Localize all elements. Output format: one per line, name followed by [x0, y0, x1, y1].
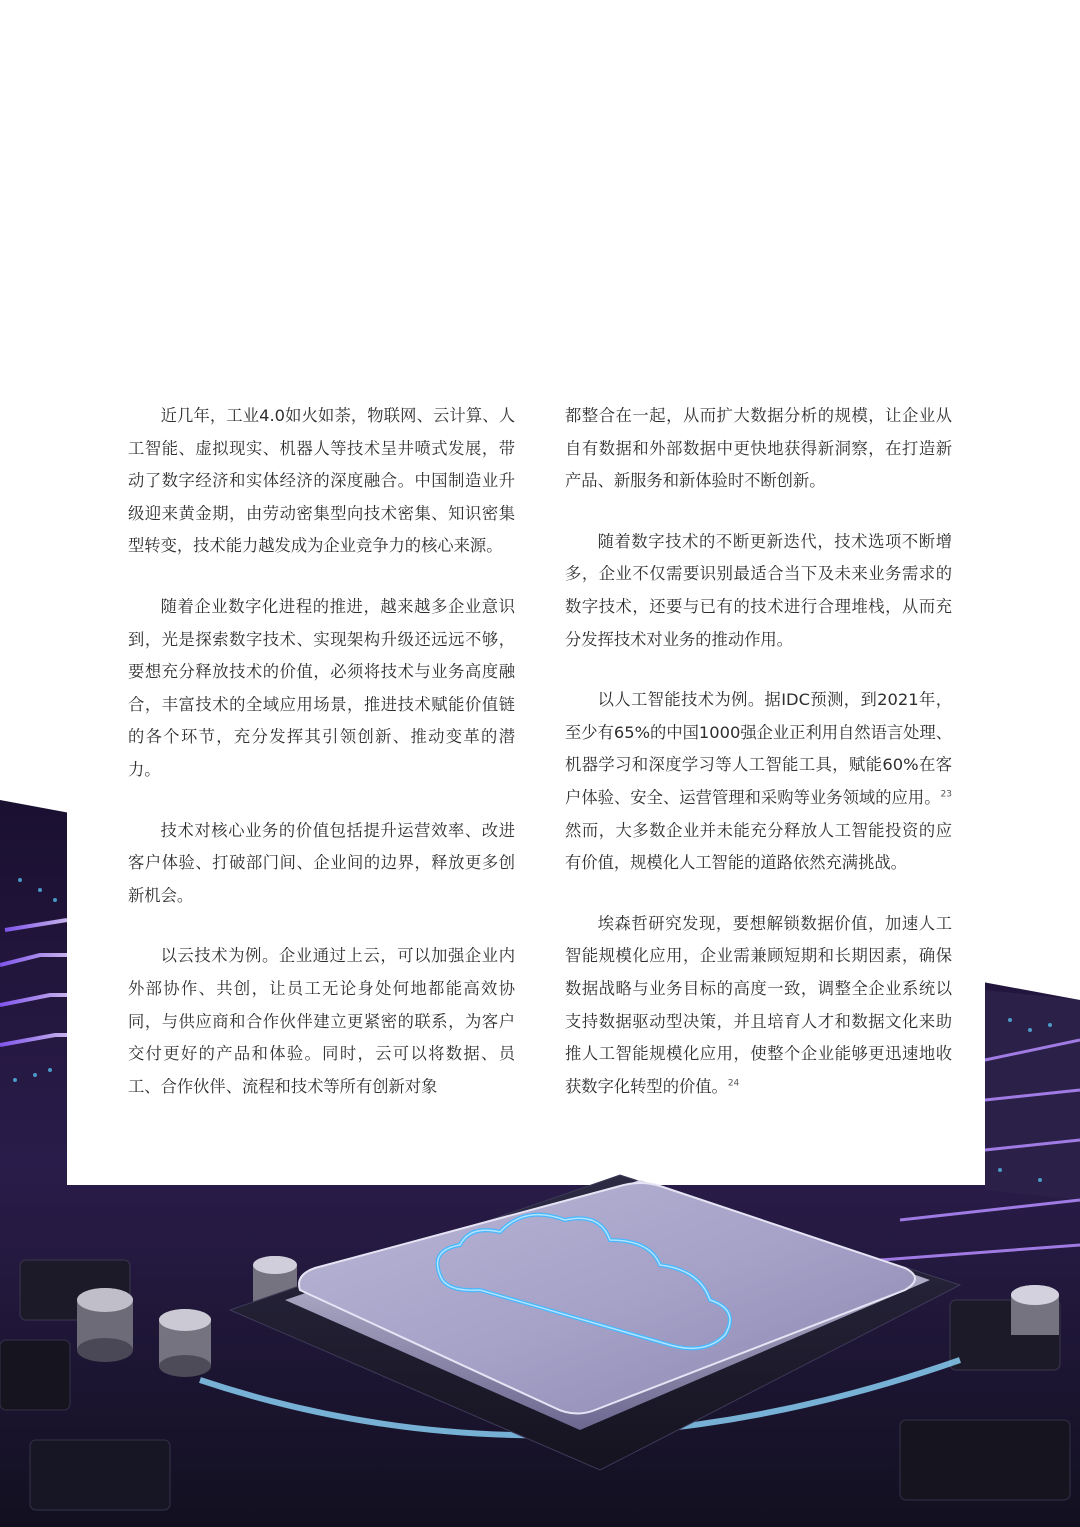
paragraph-text: 埃森哲研究发现，要想解锁数据价值，加速人工智能规模化应用，企业需兼顾短期和长期因素，确保数据战略与业务目标的高度一致，调整全企业系统以支持数据驱动型决策，并且培育人才和数据文化来助推人工智能规模化应用，使整个企业能够更迅速地收获数字化转型的价值。: [565, 913, 952, 1096]
right-text-column: [565, 400, 952, 1131]
paragraph: 随着企业数字化进程的推进，越来越多企业意识到，光是探索数字技术、实现架构升级还远远不够，要想充分释放技术的价值，必须将技术与业务高度融合，丰富技术的全域应用场景，推进技术赋能价值链的各个环节，充分发挥其引领创新、推动变革的潜力。: [128, 596, 515, 779]
paragraph: [565, 684, 952, 880]
paragraph: [565, 908, 952, 1104]
paragraph-text: 以人工智能技术为例。据IDC预测，到2021年，至少有65%的中国1000强企业正利用自然语言处理、机器学习和深度学习等人工智能工具，赋能60%在客户体验、安全、运营管理和采购等业务领域的应用。: [565, 690, 952, 807]
paragraph: 以云技术为例。企业通过上云，可以加强企业内外部协作、共创，让员工无论身处何地都能高效协同，与供应商和合作伙伴建立更紧密的联系，为客户交付更好的产品和体验。同时，云可以将数据、员工、合作伙伴、流程和技术等所有创新对象: [128, 946, 515, 1096]
paragraph: 随着数字技术的不断更新迭代，技术选项不断增多，企业不仅需要识别最适合当下及未来业务需求的数字技术，还要与已有的技术进行合理堆栈，从而充分发挥技术对业务的推动作用。: [565, 531, 952, 649]
left-text-column: [128, 400, 515, 1131]
footnote-ref[interactable]: 24: [727, 1078, 740, 1089]
paragraph: 近几年，工业4.0如火如荼，物联网、云计算、人工智能、虚拟现实、机器人等技术呈井喷式发展，带动了数字经济和实体经济的深度融合。中国制造业升级迎来黄金期，由劳动密集型向技术密集、知识密集型转变，技术能力越发成为企业竞争力的核心来源。: [128, 406, 515, 556]
footnote-ref[interactable]: 23: [940, 789, 952, 800]
paragraph: 都整合在一起，从而扩大数据分析的规模，让企业从自有数据和外部数据中更快地获得新洞察，在打造新产品、新服务和新体验时不断创新。: [565, 406, 952, 491]
paragraph: 技术对核心业务的价值包括提升运营效率、改进客户体验、打破部门间、企业间的边界，释放更多创新机会。: [128, 820, 515, 905]
paragraph-text: 然而，大多数企业并未能充分释放人工智能投资的应有价值，规模化人工智能的道路依然充满挑战。: [565, 820, 952, 873]
